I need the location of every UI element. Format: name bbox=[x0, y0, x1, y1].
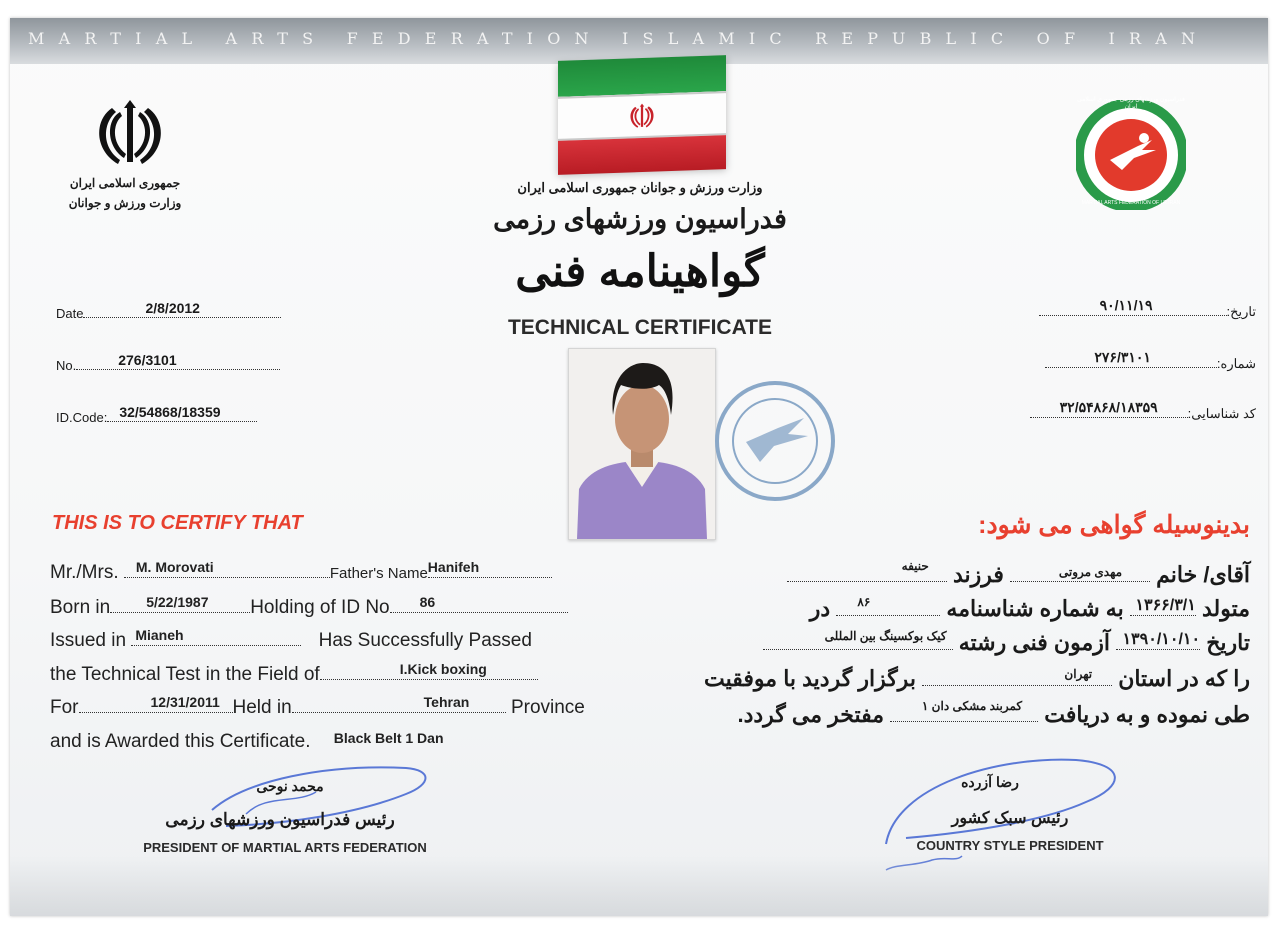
fa-l3-b: آزمون فنی رشته bbox=[958, 630, 1110, 655]
number-value: 276/3101 bbox=[118, 352, 177, 368]
father-name-en: Hanifeh bbox=[427, 559, 480, 575]
right-signer-name: رضا آزرده bbox=[961, 774, 1019, 790]
held-place-en: Tehran bbox=[423, 694, 470, 710]
logo-ring-text: فدراسیون ورزشهای رزمی جمهوری اسلامی ایران bbox=[1077, 97, 1185, 110]
for-label: For bbox=[50, 697, 79, 718]
number-label-fa: شماره: bbox=[1216, 356, 1256, 371]
holder-name-fa: مهدی مروتی bbox=[1058, 565, 1123, 579]
persian-line-1 bbox=[787, 559, 1250, 588]
born-date-en: 5/22/1987 bbox=[146, 594, 209, 610]
certificate-title-en: TECHNICAL CERTIFICATE bbox=[507, 316, 773, 339]
passed-text: Has Successfully Passed bbox=[318, 630, 532, 651]
id-no-en: 86 bbox=[419, 594, 436, 610]
fa-l1-b: فرزند bbox=[952, 562, 1004, 587]
id-code-field-fa bbox=[1030, 399, 1256, 422]
persian-line-2 bbox=[810, 596, 1250, 622]
date-label: Date bbox=[56, 306, 84, 321]
fa-l1-a: آقای/ خانم bbox=[1156, 562, 1250, 587]
award-fa: کمربند مشکی دان ۱ bbox=[921, 699, 1023, 713]
persian-line-4 bbox=[704, 666, 1250, 692]
logo-ring-text-en: MARTIAL ARTS FEDERATION OF I.R.IRAN bbox=[1081, 200, 1181, 206]
issued-place-en: Mianeh bbox=[135, 627, 184, 643]
mr-label: Mr./Mrs. bbox=[50, 562, 119, 583]
held-label: Held in bbox=[232, 697, 292, 718]
date-field bbox=[56, 300, 281, 321]
award-en: Black Belt 1 Dan bbox=[333, 730, 444, 746]
english-heading: THIS IS TO CERTIFY THAT bbox=[52, 512, 303, 534]
left-signer-title-fa: رئیس فدراسیون ورزشهای رزمی bbox=[165, 810, 395, 829]
english-line-5 bbox=[50, 694, 585, 719]
english-line-6 bbox=[50, 731, 444, 753]
federation-logo-icon bbox=[1076, 97, 1186, 210]
awarded-text: and is Awarded this Certificate. bbox=[50, 731, 311, 752]
iran-emblem-icon bbox=[90, 98, 170, 168]
fa-l2-a: متولد bbox=[1201, 596, 1250, 621]
born-label: Born in bbox=[50, 597, 111, 618]
fa-l2-b: به شماره شناسنامه bbox=[946, 596, 1124, 621]
holding-label: Holding of ID No bbox=[250, 597, 390, 618]
emblem-caption-1: جمهوری اسلامی ایران bbox=[69, 176, 181, 190]
id-code-value: 32/54868/18359 bbox=[119, 404, 221, 420]
date-field-fa bbox=[1039, 297, 1256, 320]
persian-line-5 bbox=[737, 699, 1250, 728]
certificate-sheet bbox=[10, 18, 1268, 916]
test-label: the Technical Test in the Field of bbox=[50, 664, 320, 685]
for-date-en: 12/31/2011 bbox=[150, 694, 220, 710]
date-value-fa: ۹۰/۱۱/۱۹ bbox=[1099, 297, 1153, 313]
number-label: No. bbox=[56, 358, 77, 373]
federation-title: فدراسیون ورزشهای رزمی bbox=[493, 204, 787, 234]
iran-flag bbox=[558, 55, 726, 173]
fa-l3-a: تاریخ bbox=[1206, 630, 1250, 655]
id-code-value-fa: ۳۲/۵۴۸۶۸/۱۸۳۵۹ bbox=[1059, 399, 1158, 415]
province-label: Province bbox=[510, 697, 585, 718]
right-signer-title-en: COUNTRY STYLE PRESIDENT bbox=[916, 838, 1104, 853]
father-name-fa: حنیفه bbox=[901, 559, 929, 573]
fa-l5-a: طی نموده و به دریافت bbox=[1044, 702, 1250, 727]
banner-text: MARTIAL ARTS FEDERATION ISLAMIC REPUBLIC OF IRAN bbox=[28, 29, 1210, 48]
english-line-4 bbox=[50, 661, 538, 686]
field-en: I.Kick boxing bbox=[399, 661, 487, 677]
left-signer-title-en: PRESIDENT OF MARTIAL ARTS FEDERATION bbox=[143, 840, 427, 855]
persian-line-3 bbox=[763, 630, 1250, 656]
fa-l5-b: مفتخر می گردد. bbox=[737, 702, 885, 727]
field-fa: کیک بوکسینگ بین المللی bbox=[824, 629, 947, 643]
number-field-fa bbox=[1045, 349, 1256, 372]
ministry-title: وزارت ورزش و جوانان جمهوری اسلامی ایران bbox=[517, 180, 763, 195]
father-label: Father's Name bbox=[329, 565, 428, 582]
number-value-fa: ۲۷۶/۳۱۰۱ bbox=[1094, 349, 1151, 365]
date-label-fa: تاریخ: bbox=[1226, 304, 1256, 319]
persian-heading: بدینوسیله گواهی می شود: bbox=[978, 511, 1250, 539]
fa-l4-b: برگزار گردید با موفقیت bbox=[704, 666, 916, 691]
emblem-caption-2: وزارت ورزش و جوانان bbox=[68, 196, 182, 210]
id-no-fa: ۸۶ bbox=[857, 595, 871, 609]
date-value: 2/8/2012 bbox=[145, 300, 200, 316]
id-code-label: ID.Code: bbox=[56, 410, 108, 425]
flag-emblem-icon bbox=[627, 100, 657, 131]
test-date-fa: ۱۳۹۰/۱۰/۱۰ bbox=[1122, 631, 1201, 648]
holder-photo bbox=[568, 348, 716, 540]
fa-l4-a: را که در استان bbox=[1118, 666, 1250, 691]
left-signer-name: محمد نوحی bbox=[256, 778, 324, 794]
number-field bbox=[56, 352, 280, 373]
province-fa: تهران bbox=[1064, 667, 1093, 681]
holder-name-en: M. Morovati bbox=[135, 559, 214, 575]
english-line-3 bbox=[50, 627, 532, 652]
bottom-shadow-band bbox=[10, 856, 1268, 916]
id-code-label-fa: کد شناسایی: bbox=[1187, 406, 1256, 421]
federation-stamp-icon bbox=[712, 378, 838, 504]
issued-label: Issued in bbox=[50, 630, 127, 651]
fa-l2-c: در bbox=[809, 596, 831, 621]
id-code-field bbox=[56, 404, 257, 425]
english-line-1 bbox=[50, 559, 552, 584]
english-line-2 bbox=[50, 594, 568, 619]
born-date-fa: ۱۳۶۶/۳/۱ bbox=[1135, 597, 1196, 614]
right-signer-title-fa: رئیس سبک کشور bbox=[951, 810, 1069, 827]
certificate-title-fa: گواهینامه فنی bbox=[515, 247, 765, 296]
